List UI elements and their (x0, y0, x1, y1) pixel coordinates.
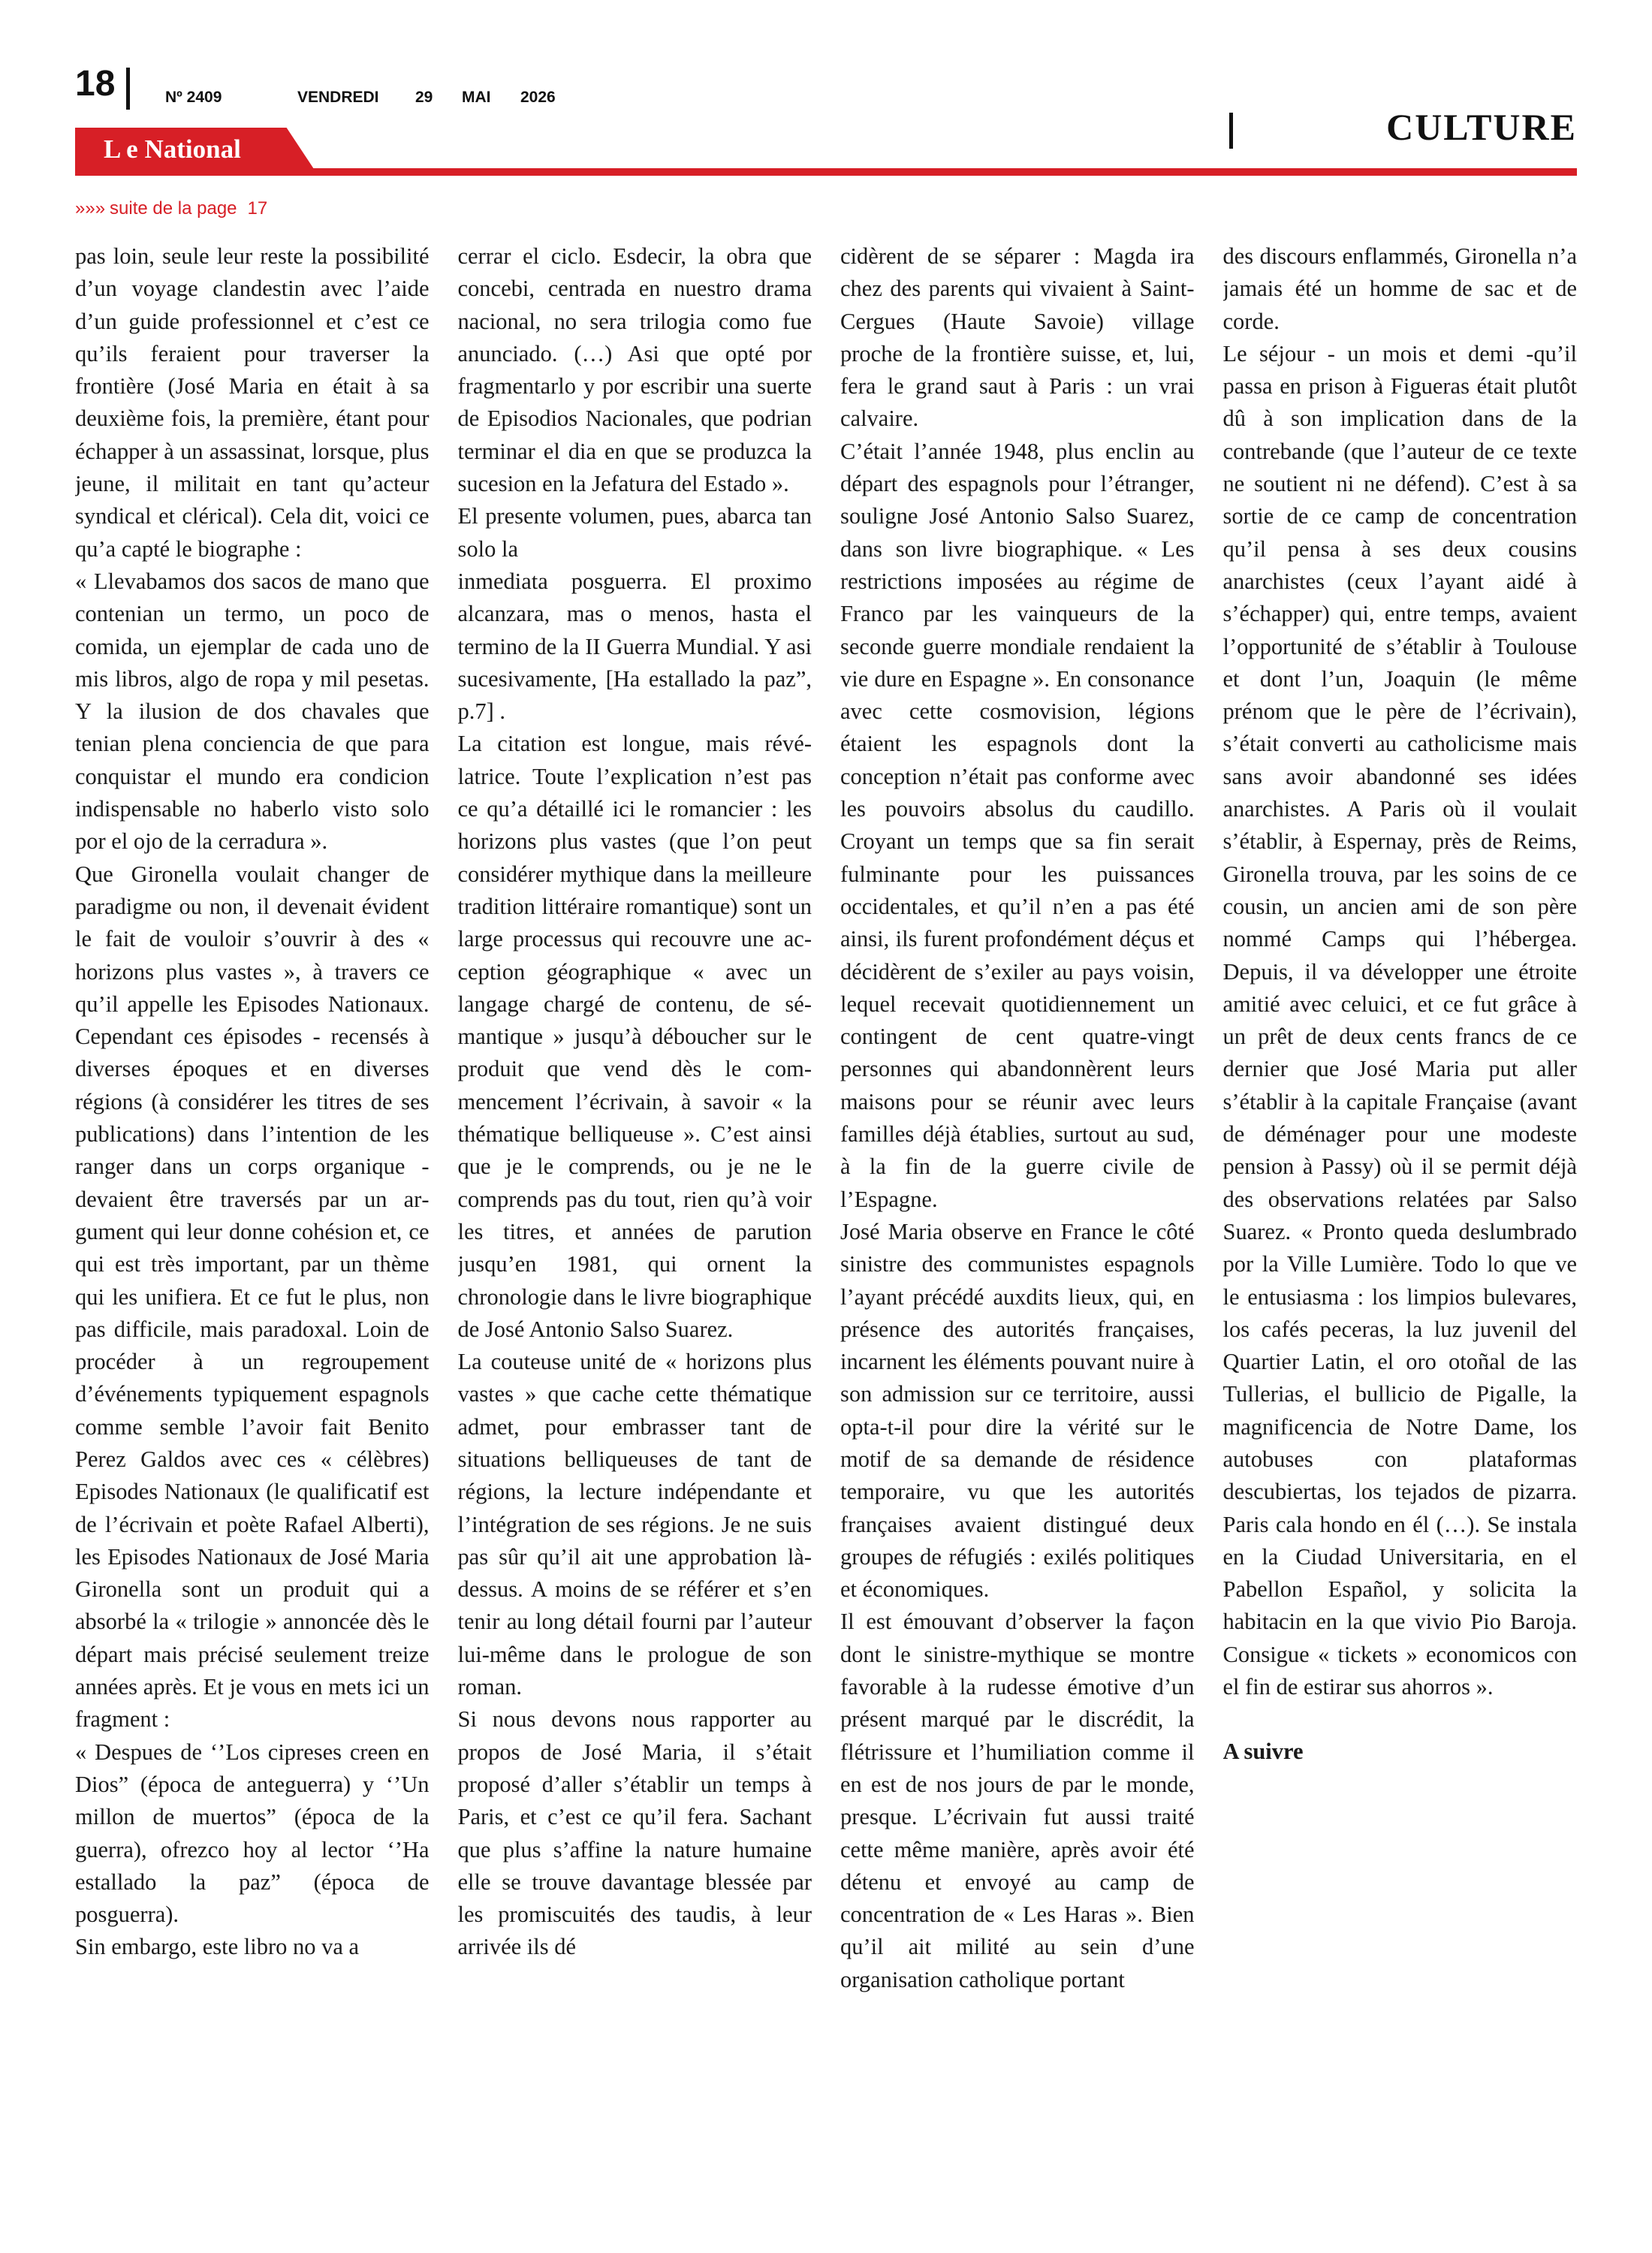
paragraph: inmediata posguerra. El proximo alcanzara, mas o menos, hasta el termino de la II Guerra Mundial. Y asi sucesivamente, [Ha estallado la paz”, p.7] . (457, 568, 812, 725)
paragraph: Il est émouvant d’observer la façon dont le sinistre-mythique se montre favorable à la rudesse émotive d’un présent marqué par le discrédit, la flétrissure et l’humiliation comme il en est de nos jours de par le monde, presque. L’écrivain fut aussi traité cette même manière, après avoir été détenu et envoyé au camp de concentration de « Les Haras ». Bien qu’il ait milité au sein d’une organisation catholique portant (840, 1609, 1195, 1992)
issue-number: Nº 2409 (165, 89, 222, 106)
page-number-divider (126, 68, 130, 110)
paragraph: El presente volumen, pues, abarca tan solo la (457, 503, 812, 562)
continued-label: suite de la page (110, 198, 237, 219)
article-body (75, 240, 1577, 2223)
paragraph: « Llevabamos dos sacos de mano que contenian un termo, un poco de comida, un ejemplar de cada uno de mis libros, algo de ropa y mil pesetas. Y la ilusion de dos chavales que tenian plena conciencia de que para conquistar el mundo era condicion indispensable no haberlo visto solo por el ojo de la cerradura ». (75, 568, 430, 855)
masthead (0, 0, 1652, 180)
continued-from[interactable] (75, 198, 267, 219)
paragraph: La couteuse unité de « horizons plus vastes » que cache cette thématique admet, pour embrasser tant de situations belliqueuses de tant de régions, la lecture indépendante et l’intégration de ses régions. Je ne suis pas sûr qu’il ait une approbation là-dessus. A moins de se référer et s’en tenir au long détail fourni par l’auteur lui-même dans le prologue de son roman. (457, 1349, 812, 1700)
paragraph: C’était l’année 1948, plus enclin au départ des espagnols pour l’étranger, souligne José Antonio Salso Suarez, dans son livre biographique. « Les restrictions imposées au régime de Franco par les vainqueurs de la seconde guerre mondiale rendaient la vie dure en Espagne ». En consonance avec cette cosmovision, légions étaient les espagnols dont la conception n’était pas conforme avec les pouvoirs absolus du caudillo. Croyant un temps que sa fin serait fulminante pour les puissances occidentales, et qu’il n’en a pas été ainsi, ils furent profondément déçus et décidèrent de s’exiler au pays voisin, lequel recevait quotidiennement un contingent de cent quatre-vingt personnes qui abandonnèrent leurs maisons pour se réunir avec leurs familles déjà établies, surtout au sud, à la fin de la guerre civile de l’Espagne. (840, 438, 1195, 1212)
article-column-1 (75, 240, 430, 2223)
page-number: 18 (75, 64, 116, 104)
paragraph: Le séjour - un mois et demi -qu’il passa en prison à Figueras était plutôt dû à son implication dans de la contrebande (que l’auteur de ce texte ne soutient ni ne défend). C’est à sa sortie de ce camp de concentration qu’il pensa à ses deux cousins anarchistes (ceux l’ayant aidé à s’échapper) qui, entre temps, avaient l’opportunité de s’établir à Toulouse et dont l’un, Joaquin (le même prénom que le père de l’écrivain), s’était converti au catholicisme mais sans avoir abandonné ses idées anarchistes. A Paris où il voulait s’établir, à Espernay, près de Reims, Gironella trouva, par les soins de ce cousin, un ancien ami de son père nommé Camps qui l’hébergea. Depuis, il va développer une étroite amitié avec celuici, et ce fut grâce à un prêt de deux cents francs de ce dernier que José Maria put aller s’établir à la capitale Française (avant de déménager pour une modeste pension à Passy) où il se permit déjà des observations relatées par Salso Suarez. « Pronto queda deslumbrado por la Ville Lumière. Todo lo que ve le entusiasma : los limpios bulevares, los cafés peceras, la luz juvenil del Quartier Latin, el oro otoñal de las Tullerias, el bullicio de Pigalle, la magnificencia de Notre Dame, los autobuses con plataformas descubiertas, los tejados de pizarra. Paris cala hondo en él (…). Se instala en la Ciudad Universitaria, en el Pabellon Español, y solicita la habitacin en la que vivio Pio Baroja. Consigue « tickets » economicos con el fin de estirar sus ahorros ». (1222, 340, 1577, 1700)
article-column-3 (840, 240, 1195, 2223)
paragraph: Sin embargo, este libro no va a (75, 1934, 360, 1960)
paragraph: José Maria observe en France le côté sinistre des communistes espagnols l’ayant précédé auxdits lieux, qui, en présence des autorités françaises, incarnent les éléments pouvant nuire à son admission sur ce territoire, aussi opta-t-il pour dire la vérité sur le motif de sa demande de résidence temporaire, vu que les autorités françaises avaient distingué deux groupes de réfugiés : exilés politiques et économiques. (840, 1218, 1195, 1603)
paragraph: des discours enflammés, Gironella n’a jamais été un homme de sac et de corde. (1222, 243, 1577, 334)
paragraph: Si nous devons nous rapporter au propos de José Maria, il s’était proposé d’aller s’établir un temps à Paris, et c’est ce qu’il fera. Sachant que plus s’affine la nature humaine elle se trouve davantage blessée par les promiscuités des taudis, à leur arrivée ils dé (457, 1706, 812, 1960)
header-rule (75, 168, 1577, 176)
to-be-continued: A suivre (1222, 1739, 1304, 1765)
weekday: VENDREDI (297, 89, 379, 106)
paragraph: « Despues de ‘’Los cipreses creen en Dios” (época de anteguerra) y ‘’Un millon de muertos” (época de la guerra), ofrezco hoy al lector ‘’Ha estallado la paz” (época de posguerra). (75, 1739, 430, 1928)
paragraph: Que Gironella voulait changer de paradigme ou non, il devenait évident le fait de vouloir s’ouvrir à des « horizons plus vastes », à travers ce qu’il appelle les Episodes Nationaux. Cependant ces épisodes - recensés à diverses époques et en diverses régions (à considérer les titres de ses publications) dans l’intention de les ranger dans un corps organique - devaient être traversés par un argument qui leur donne cohésion et, ce qui est très important, par un thème qui les unifiera. Et ce fut le plus, non pas difficile, mais paradoxal. Loin de procéder à un regroupement d’événements typiquement espagnols comme semble l’avoir fait Benito Perez Galdos avec ces « célèbres) Episodes Nationaux (le qualificatif est de l’écrivain et poète Rafael Alberti), les Episodes Nationaux de José Maria Gironella sont un produit qui a absorbé la « trilogie » annoncée dès le départ mais précisé seulement treize années après. Et je vous en mets ici un fragment : (75, 861, 430, 1733)
section-title: CULTURE (1386, 106, 1577, 148)
paragraph: cerrar el ciclo. Esdecir, la obra que concebi, centrada en nuestro drama nacional, no sera trilogia como fue anunciado. (…) Asi que opté por fragmentarlo y por escribir una suerte de Episodios Nacionales, que podrian terminar el dia en que se produzca la sucesion en la Jefatura del Estado ». (457, 243, 812, 497)
continued-arrows: »»» (75, 198, 106, 219)
year: 2026 (520, 89, 556, 106)
paragraph: La citation est longue, mais révélatrice. Toute l’explication n’est pas ce qu’a détaillé ici le romancier : les horizons plus vastes (que l’on peut considérer mythique dans la meilleure tradition littéraire romantique) sont un large processus qui recouvre une acception géographique « avec un langage chargé de contenu, de sémantique » jusqu’à déboucher sur le produit que vend dès le commencement l’écrivain, à savoir « la thématique belliqueuse ». C’est ainsi que je le comprends, ou je ne le comprends pas du tout, rien qu’à voir les titres, et années de parution jusqu’en 1981, qui ornent la chronologie dans le livre biographique de José Antonio Salso Suarez. (457, 731, 812, 1342)
paragraph: pas loin, seule leur reste la possibilité d’un voyage clandestin avec l’aide d’un guide professionnel et c’est ce qu’ils feraient pour traverser la frontière (José Maria en était à sa deuxième fois, la première, étant pour échapper à un assassinat, lorsque, plus jeune, il militait en tant qu’acteur syndical et clérical). Cela dit, voici ce qu’a capté le biographe : (75, 243, 430, 562)
section-divider (1229, 113, 1233, 149)
newspaper-logo: L e National (104, 134, 241, 164)
day: 29 (415, 89, 433, 106)
article-column-4 (1223, 240, 1578, 2223)
article-column-2 (458, 240, 812, 2223)
month: MAI (462, 89, 491, 106)
paragraph: cidèrent de se séparer : Magda ira chez des parents qui vivaient à Saint-Cergues (Haute Savoie) village proche de la frontière suisse, et, lui, fera le grand saut à Paris : un vrai calvaire. (840, 243, 1195, 432)
continued-page-number: 17 (247, 198, 268, 219)
